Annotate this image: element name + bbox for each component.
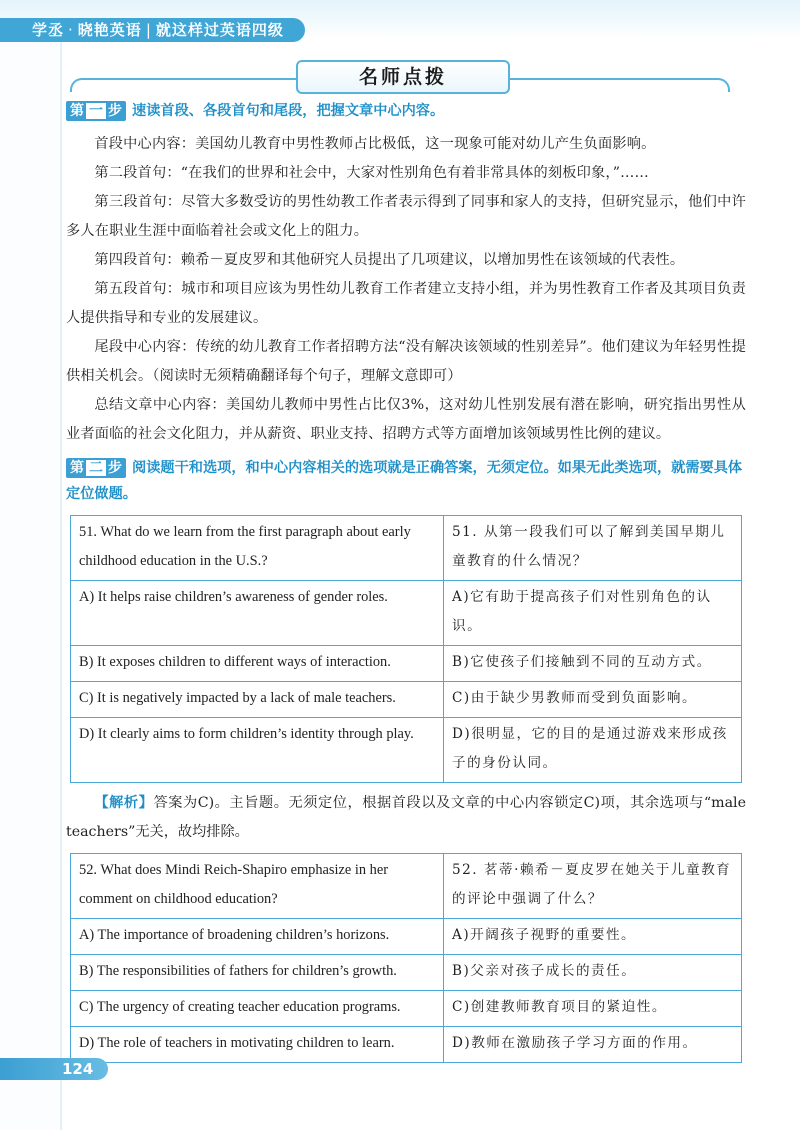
header-separator: |	[145, 21, 152, 39]
step-2-text: 阅读题干和选项，和中心内容相关的选项就是正确答案，无须定位。如果无此类选项，就需要具体定位做题。	[66, 460, 743, 502]
question-51-option-row	[71, 682, 742, 718]
question-52-option-row	[71, 991, 742, 1027]
analysis-tag: 【解析】	[94, 795, 154, 811]
paragraph-third-first-sentence: 第三段首句：尽管大多数受访的男性幼教工作者表示得到了同事和家人的支持，但研究显示，他们中许多人在职业生涯中面临着社会或文化上的阻力。	[66, 194, 746, 239]
paragraph-first-summary: 首段中心内容：美国幼儿教育中男性教师占比极低，这一现象可能对幼儿产生负面影响。	[94, 136, 656, 152]
question-52-option-d-en: D) The role of teachers in motivating children to learn.	[71, 1027, 444, 1063]
question-52-option-row	[71, 955, 742, 991]
question-52-option-row	[71, 1027, 742, 1063]
brand-name: 晓艳英语	[77, 21, 142, 39]
step-1-badge-post: 步	[108, 103, 122, 119]
question-52-en-stem: 52. What does Mindi Reich-Shapiro emphasize in her comment on childhood education?	[71, 854, 444, 919]
main-content	[66, 98, 746, 1063]
step-1-text: 速读首段、各段首句和尾段，把握文章中心内容。	[132, 103, 445, 119]
question-51-option-b-en: B) It exposes children to different ways of interaction.	[71, 646, 444, 682]
series-name: 学丞	[32, 21, 65, 39]
step-1-heading	[66, 98, 746, 124]
question-52-table	[70, 853, 742, 1063]
left-margin-band	[0, 0, 65, 1130]
question-51-option-a-en: A) It helps raise children’s awareness of gender roles.	[71, 581, 444, 646]
paragraph-second-first-sentence: 第二段首句：“在我们的世界和社会中，大家对性别角色有着非常具体的刻板印象，”……	[94, 165, 649, 181]
step-1-badge-number: 一	[86, 103, 106, 119]
analysis-text: 答案为C)。主旨题。无须定位，根据首段以及文章的中心内容锁定C)项，其余选项与“male teachers”无关，故均排除。	[66, 795, 746, 840]
question-51-option-row	[71, 718, 742, 783]
question-52-zh-stem: 52. 茗蒂·赖希－夏皮罗在她关于儿童教育的评论中强调了什么？	[444, 854, 742, 919]
question-51-option-a-zh: A)它有助于提高孩子们对性别角色的认识。	[444, 581, 742, 646]
question-51-analysis	[66, 789, 746, 847]
question-51-option-row	[71, 646, 742, 682]
paragraph-last-summary: 尾段中心内容：传统的幼儿教育工作者招聘方法“没有解决该领域的性别差异”。他们建议为年轻男性提供相关机会。（阅读时无须精确翻译每个句子，理解文意即可）	[66, 339, 746, 384]
paragraph-fourth-first-sentence: 第四段首句：赖希－夏皮罗和其他研究人员提出了几项建议，以增加男性在该领域的代表性。	[94, 252, 685, 268]
header-dot: ·	[68, 21, 74, 39]
step-2-badge-pre: 第	[70, 460, 84, 476]
step-2-badge-number: 二	[86, 460, 106, 476]
question-52-option-c-zh: C)创建教师教育项目的紧迫性。	[444, 991, 742, 1027]
step-2-badge-post: 步	[108, 460, 122, 476]
section-title: 名师点拨	[296, 60, 510, 94]
question-51-option-c-zh: C)由于缺少男教师而受到负面影响。	[444, 682, 742, 718]
step-1-badge-pre: 第	[70, 103, 84, 119]
paragraph-overall-summary: 总结文章中心内容：美国幼儿教师中男性占比仅3%，这对幼儿性别发展有潜在影响，研究指出男性从业者面临的社会文化阻力，并从薪资、职业支持、招聘方式等方面增加该领域男性比例的建议。	[66, 397, 746, 442]
question-52-option-a-zh: A)开阔孩子视野的重要性。	[444, 919, 742, 955]
question-51-option-b-zh: B)它使孩子们接触到不同的互动方式。	[444, 646, 742, 682]
header-tab	[0, 18, 305, 42]
question-52-stem-row	[71, 854, 742, 919]
question-52-option-row	[71, 919, 742, 955]
question-51-option-c-en: C) It is negatively impacted by a lack of male teachers.	[71, 682, 444, 718]
question-51-option-d-en: D) It clearly aims to form children’s identity through play.	[71, 718, 444, 783]
step-2-heading	[66, 455, 746, 507]
book-subtitle: 就这样过英语四级	[155, 21, 284, 39]
question-51-zh-stem: 51. 从第一段我们可以了解到美国早期儿童教育的什么情况？	[444, 516, 742, 581]
paragraph-fifth-first-sentence: 第五段首句：城市和项目应该为男性幼儿教育工作者建立支持小组，并为男性教育工作者及其项目负责人提供指导和专业的发展建议。	[66, 281, 746, 326]
question-52-option-b-en: B) The responsibilities of fathers for children’s growth.	[71, 955, 444, 991]
question-51-stem-row	[71, 516, 742, 581]
question-51-option-row	[71, 581, 742, 646]
question-52-option-d-zh: D)教师在激励孩子学习方面的作用。	[444, 1027, 742, 1063]
question-52-option-a-en: A) The importance of broadening children’s horizons.	[71, 919, 444, 955]
step-2-badge	[66, 458, 126, 478]
question-52-option-c-en: C) The urgency of creating teacher education programs.	[71, 991, 444, 1027]
question-51-en-stem: 51. What do we learn from the first paragraph about early childhood education in the U.S.?	[71, 516, 444, 581]
question-52-option-b-zh: B)父亲对孩子成长的责任。	[444, 955, 742, 991]
question-51-option-d-zh: D)很明显，它的目的是通过游戏来形成孩子的身份认同。	[444, 718, 742, 783]
question-51-table	[70, 515, 742, 783]
step-1-badge	[66, 101, 126, 121]
page-number: 124	[0, 1058, 108, 1080]
